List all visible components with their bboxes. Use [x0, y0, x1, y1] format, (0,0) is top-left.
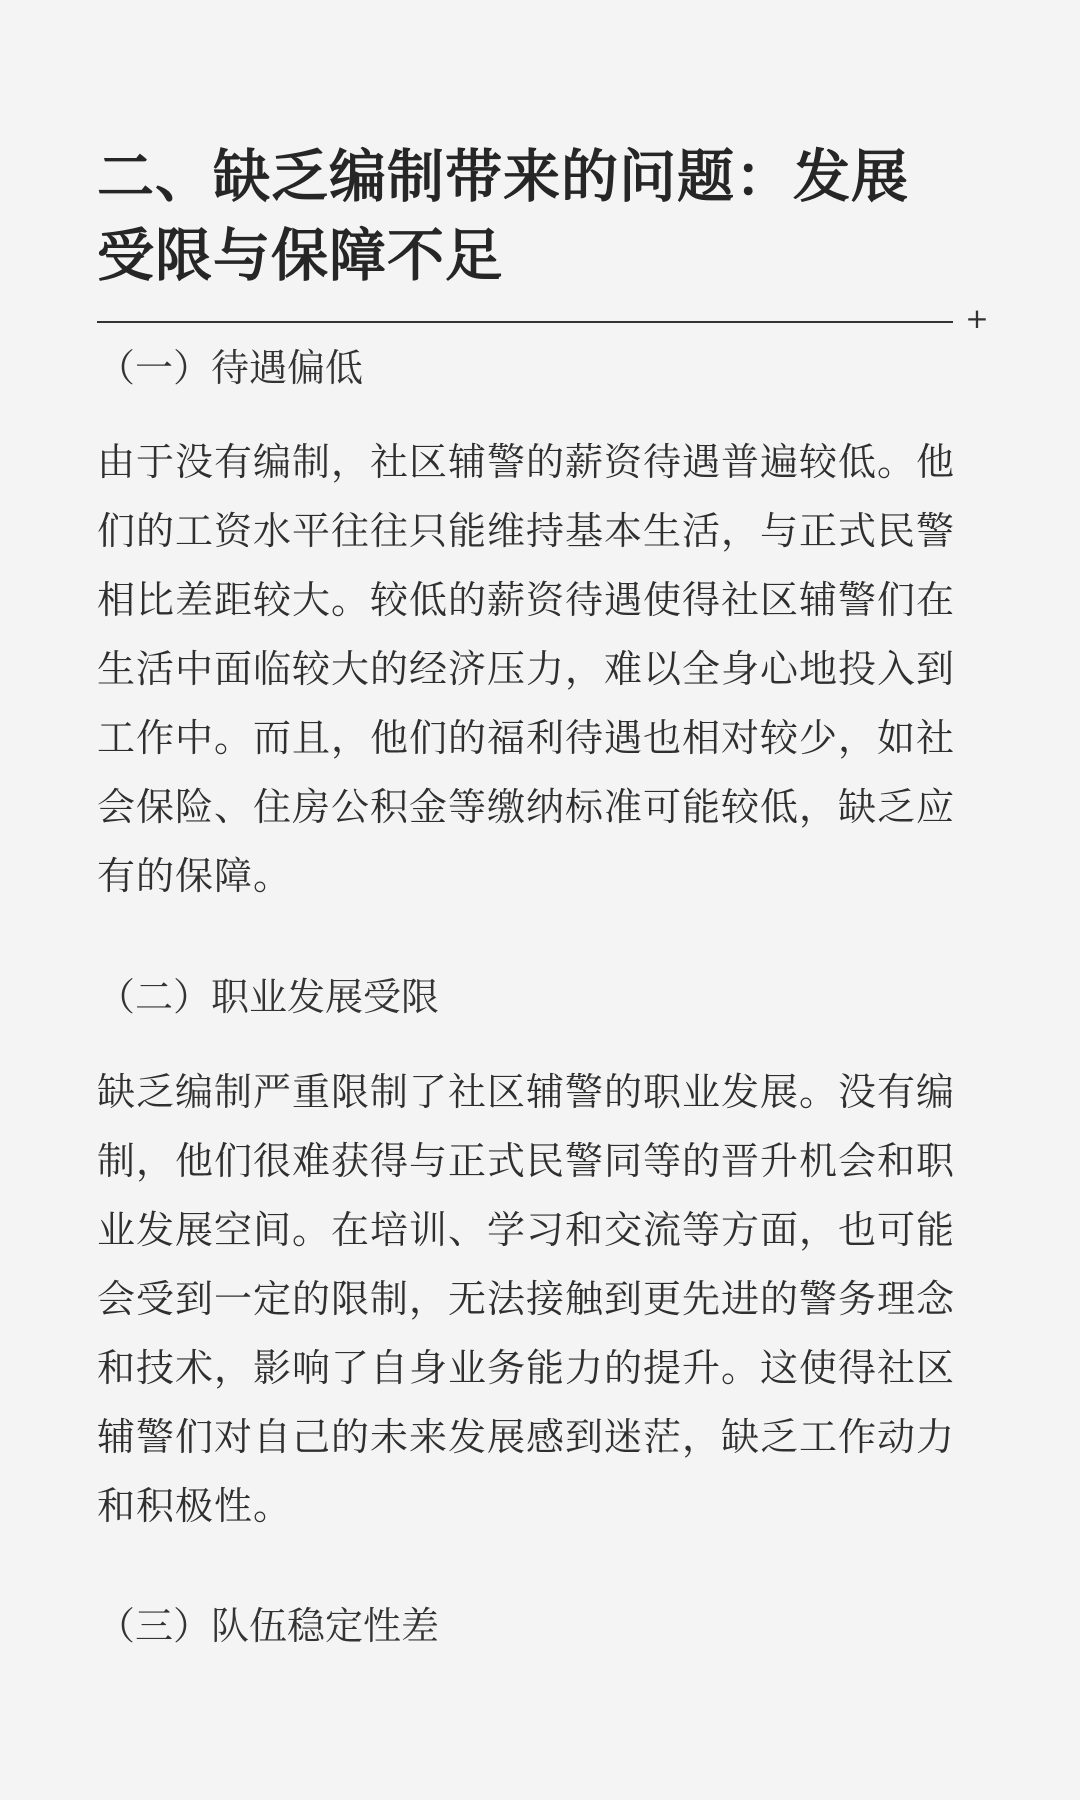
paragraph-line: 和技术，影响了自身业务能力的提升。这使得社区 — [97, 1346, 956, 1390]
paragraph-line: 相比差距较大。较低的薪资待遇使得社区辅警们在 — [97, 578, 956, 622]
section-paragraph-1 — [97, 428, 987, 911]
paragraph-line: 会受到一定的限制，无法接触到更先进的警务理念 — [97, 1277, 956, 1321]
paragraph-line: 缺乏编制严重限制了社区辅警的职业发展。没有编 — [97, 1070, 956, 1114]
paragraph-line: 们的工资水平往往只能维持基本生活，与正式民警 — [97, 509, 956, 553]
plus-icon: + — [965, 302, 989, 335]
title-divider — [97, 321, 953, 323]
section-heading-3: （三）队伍稳定性差 — [97, 1604, 440, 1648]
article-title — [97, 138, 997, 296]
title-line: 受限与保障不足 — [97, 223, 503, 289]
paragraph-line: 和积极性。 — [97, 1484, 293, 1528]
section-heading-1: （一）待遇偏低 — [97, 346, 364, 390]
paragraph-line: 制，他们很难获得与正式民警同等的晋升机会和职 — [97, 1139, 956, 1183]
paragraph-line: 业发展空间。在培训、学习和交流等方面，也可能 — [97, 1208, 956, 1252]
paragraph-line: 由于没有编制，社区辅警的薪资待遇普遍较低。他 — [97, 440, 956, 484]
paragraph-line: 生活中面临较大的经济压力，难以全身心地投入到 — [97, 647, 956, 691]
paragraph-line: 有的保障。 — [97, 854, 293, 898]
paragraph-line: 工作中。而且，他们的福利待遇也相对较少，如社 — [97, 716, 956, 760]
paragraph-line: 会保险、住房公积金等缴纳标准可能较低，缺乏应 — [97, 785, 956, 829]
paragraph-line: 辅警们对自己的未来发展感到迷茫，缺乏工作动力 — [97, 1415, 956, 1459]
section-paragraph-2 — [97, 1058, 987, 1541]
title-line: 二、缺乏编制带来的问题：发展 — [97, 144, 909, 210]
section-heading-2: （二）职业发展受限 — [97, 975, 440, 1019]
